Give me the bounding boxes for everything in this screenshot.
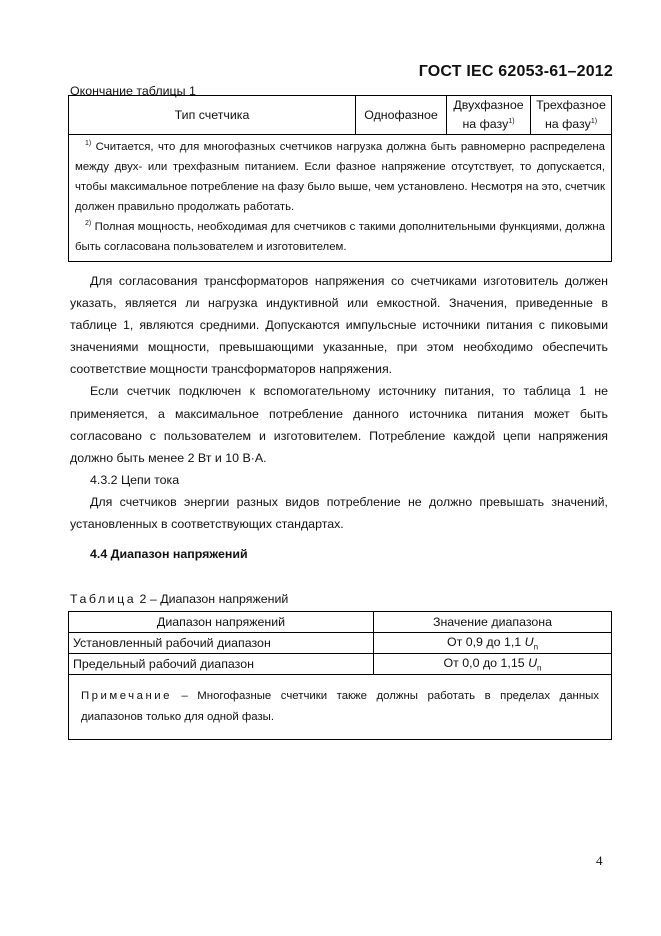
table2-caption: Таблица 2 – Диапазон напряжений [70,592,289,606]
range-name: Установленный рабочий диапазон [69,633,374,654]
col-meter-type: Тип счетчика [69,96,356,135]
page-number: 4 [596,853,603,868]
paragraph: Для счетчиков энергии разных видов потребление не должно превышать значений, установленных в соответствующих стандартах. [70,494,608,532]
section-heading: 4.4 Диапазон напряжений [90,547,248,561]
table2 [68,611,612,740]
table-row [69,633,612,654]
col-three-phase-line2: на фазу$^{1)}$ [544,117,598,131]
footnote-1: $^{1)}$ Считается, что для многофазных счетчиков нагрузка должна быть равномерно распределена между двух- или трехфазным питанием. Если фазное напряжение отсутствует, то допускается, чтобы максимальное потребление на фазу было выше, чем установлено. Несмотря на это, счетчик должен правильно продолжать работать. [75,140,605,213]
col-two-phase-line1: Двухфазное [453,98,524,112]
paragraph: Если счетчик подключен к вспомогательному источнику питания, то таблица 1 не применяется, а максимальное потребление данного источника питания может быть согласовано с пользователем и изготовителем. Потребление каждой цепи напряжения должно быть менее 2 Вт и 10 В·А. [70,384,608,465]
body-text [70,270,608,535]
table1-notes [69,135,612,262]
footnote-ref: 1) [590,117,598,125]
range-value: От 0,9 до 1,1 $U_n$ [374,633,612,654]
col-voltage-range: Диапазон напряжений [69,612,374,633]
table1 [68,95,612,262]
table2-note-row [69,675,612,740]
footnote-2: $^{2)}$ Полная мощность, необходимая для счетчиков с такими дополнительными функциями, должна быть согласована пользователем и изготовителем. [75,220,605,253]
table1-caption: Окончание таблицы 1 [70,84,196,98]
col-three-phase [531,96,612,135]
range-name: Предельный рабочий диапазон [69,654,374,675]
subsection-heading: 4.3.2 Цепи тока [90,472,180,487]
table-row [69,654,612,675]
col-three-phase-line1: Трехфазное [536,98,606,112]
table2-header-row [69,612,612,633]
col-range-value: Значение диапазона [374,612,612,633]
table1-header-row [69,96,612,135]
footnote-ref: 1) [508,117,515,125]
col-two-phase [447,96,531,135]
col-two-phase-line2: на фазу$^{1)}$ [462,117,515,131]
document-code: ГОСТ IEC 62053-61–2012 [418,63,613,80]
table1-notes-row [69,135,612,262]
range-value: От 0,0 до 1,15 $U_n$ [374,654,612,675]
table2-note: Примечание – Многофазные счетчики также должны работать в пределах данных диапазонов только для одной фазы. [69,675,612,740]
col-single-phase: Однофазное [356,96,447,135]
paragraph: Для согласования трансформаторов напряжения со счетчиками изготовитель должен указать, является ли нагрузка индуктивной или емкостной. Значения, приведенные в таблице 1, являются средними. Допускаются импульсные источники питания с пиковыми значениями мощности, превышающими указанные, при этом необходимо обеспечить соответствие мощности трансформаторов напряжения. [70,274,608,377]
